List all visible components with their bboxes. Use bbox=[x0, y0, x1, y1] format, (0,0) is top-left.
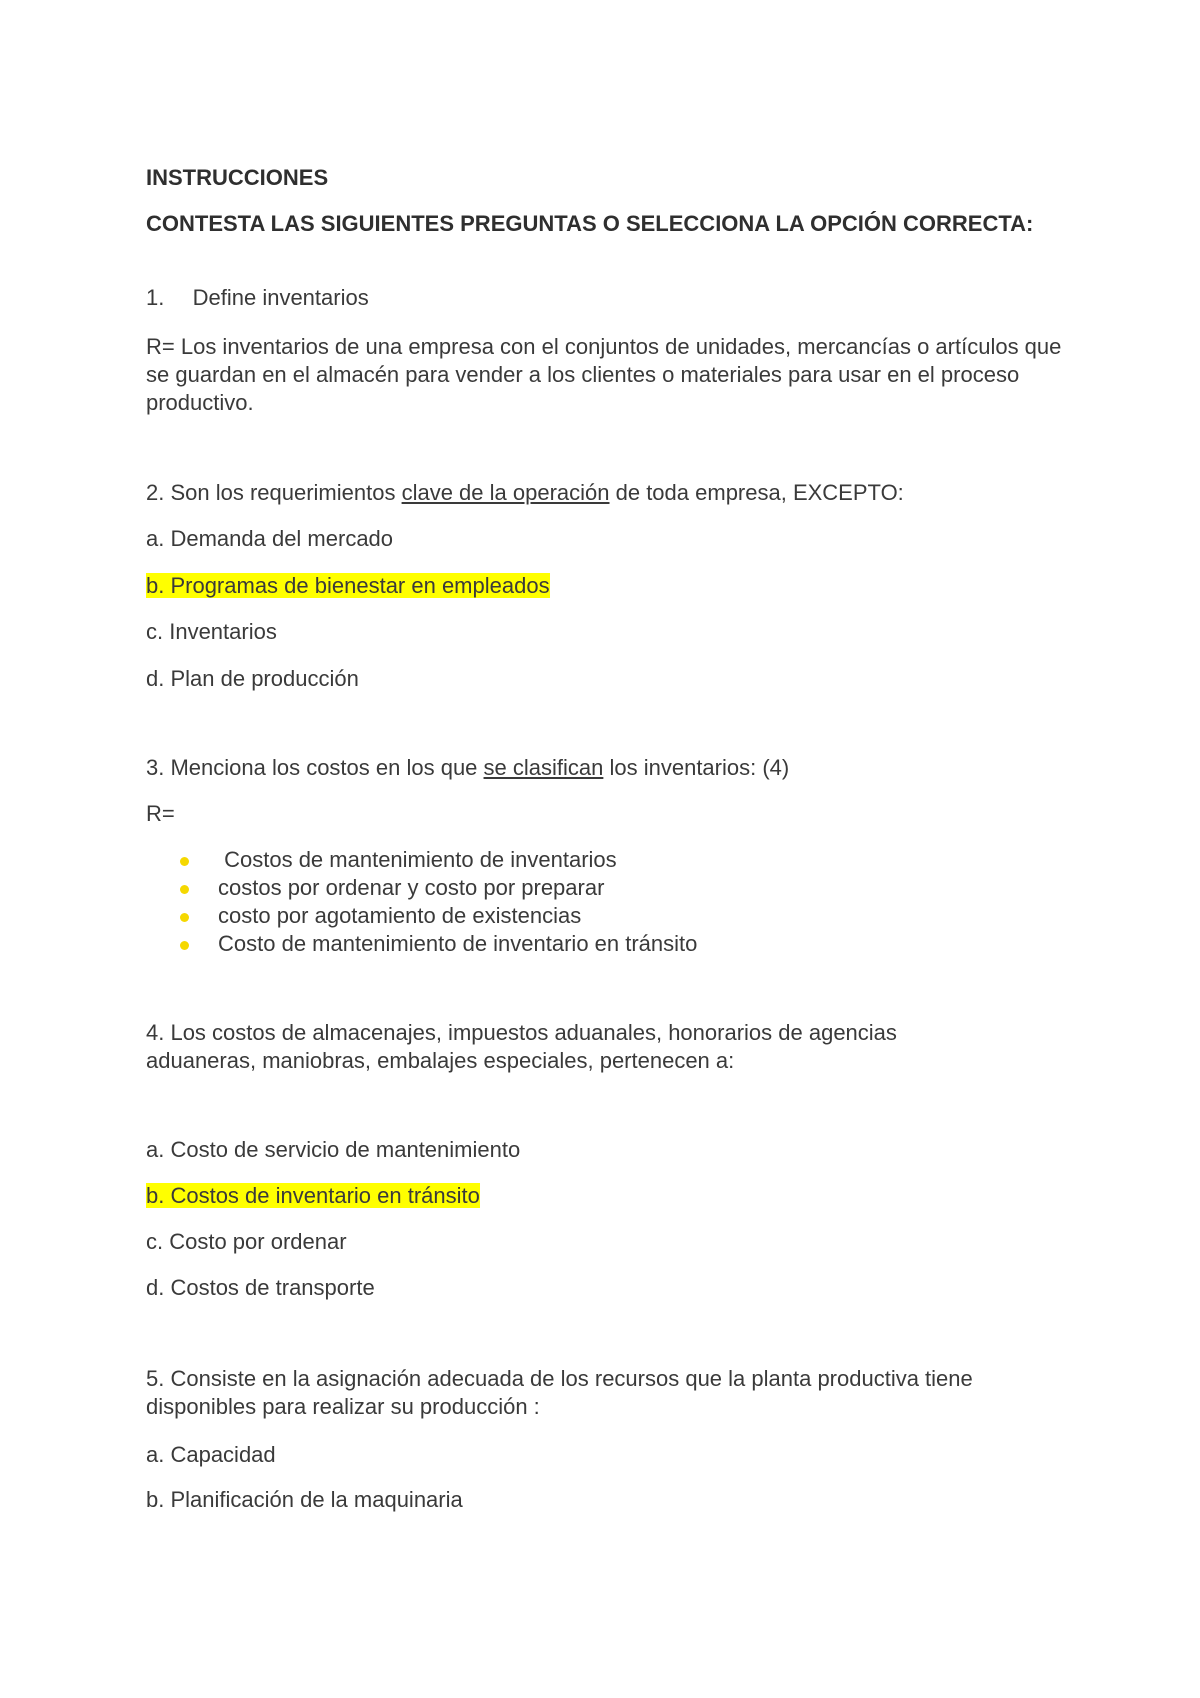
q2-option-b-highlighted: b. Programas de bienestar en empleados bbox=[146, 573, 550, 598]
q2-option-b bbox=[146, 572, 1076, 600]
q3-question-pre: 3. Menciona los costos en los que bbox=[146, 755, 484, 780]
q3-question bbox=[146, 754, 1076, 782]
directive-heading: CONTESTA LAS SIGUIENTES PREGUNTAS O SELECCIONA LA OPCIÓN CORRECTA: bbox=[146, 211, 1034, 236]
bullet-dot-icon bbox=[180, 913, 189, 922]
q2-question-pre: 2. Son los requerimientos bbox=[146, 480, 402, 505]
q3-bullet-text: costo por agotamiento de existencias bbox=[218, 903, 582, 928]
instructions-heading: INSTRUCCIONES bbox=[146, 165, 329, 190]
q2-question-post: de toda empresa, EXCEPTO: bbox=[609, 480, 904, 505]
q4-option-a: a. Costo de servicio de mantenimiento bbox=[146, 1137, 521, 1162]
q1-answer: R= Los inventarios de una empresa con el conjuntos de unidades, mercancías o artículos que se guardan en el almacén para vender a los clientes o materiales para usar en el proceso productivo. bbox=[146, 334, 1062, 415]
q2-question-underlined: clave de la operación bbox=[401, 480, 610, 505]
q4-option-c: c. Costo por ordenar bbox=[146, 1229, 347, 1254]
q1-number: 1. bbox=[146, 285, 165, 310]
q4-option-b bbox=[146, 1182, 1076, 1210]
q3-bullet-text: Costo de mantenimiento de inventario en tránsito bbox=[218, 931, 698, 956]
q3-bullet-text: Costos de mantenimiento de inventarios bbox=[218, 847, 617, 872]
q4-option-b-highlighted: b. Costos de inventario en tránsito bbox=[146, 1183, 480, 1208]
q4-option-d: d. Costos de transporte bbox=[146, 1275, 375, 1300]
bullet-dot-icon bbox=[180, 857, 189, 866]
q4-question: 4. Los costos de almacenajes, impuestos aduanales, honorarios de agencias aduaneras, maniobras, embalajes especiales, pertenecen a: bbox=[146, 1020, 897, 1073]
q1-question-row bbox=[146, 284, 1076, 312]
q5-option-b: b. Planificación de la maquinaria bbox=[146, 1487, 463, 1512]
q3-question-underlined: se clasifican bbox=[483, 755, 604, 780]
q1-question: Define inventarios bbox=[192, 285, 369, 310]
q3-answer-label: R= bbox=[146, 801, 175, 826]
bullet-dot-icon bbox=[180, 941, 189, 950]
q2-question bbox=[146, 479, 1076, 507]
q5-question: 5. Consiste en la asignación adecuada de los recursos que la planta productiva tiene disponibles para realizar su producción : bbox=[146, 1366, 973, 1419]
q5-option-a: a. Capacidad bbox=[146, 1442, 276, 1467]
q3-question-post: los inventarios: (4) bbox=[603, 755, 790, 780]
bullet-dot-icon bbox=[180, 885, 189, 894]
q2-option-a: a. Demanda del mercado bbox=[146, 526, 394, 551]
q2-option-d: d. Plan de producción bbox=[146, 666, 359, 691]
q2-option-c: c. Inventarios bbox=[146, 619, 277, 644]
q3-bullet-text: costos por ordenar y costo por preparar bbox=[218, 875, 605, 900]
